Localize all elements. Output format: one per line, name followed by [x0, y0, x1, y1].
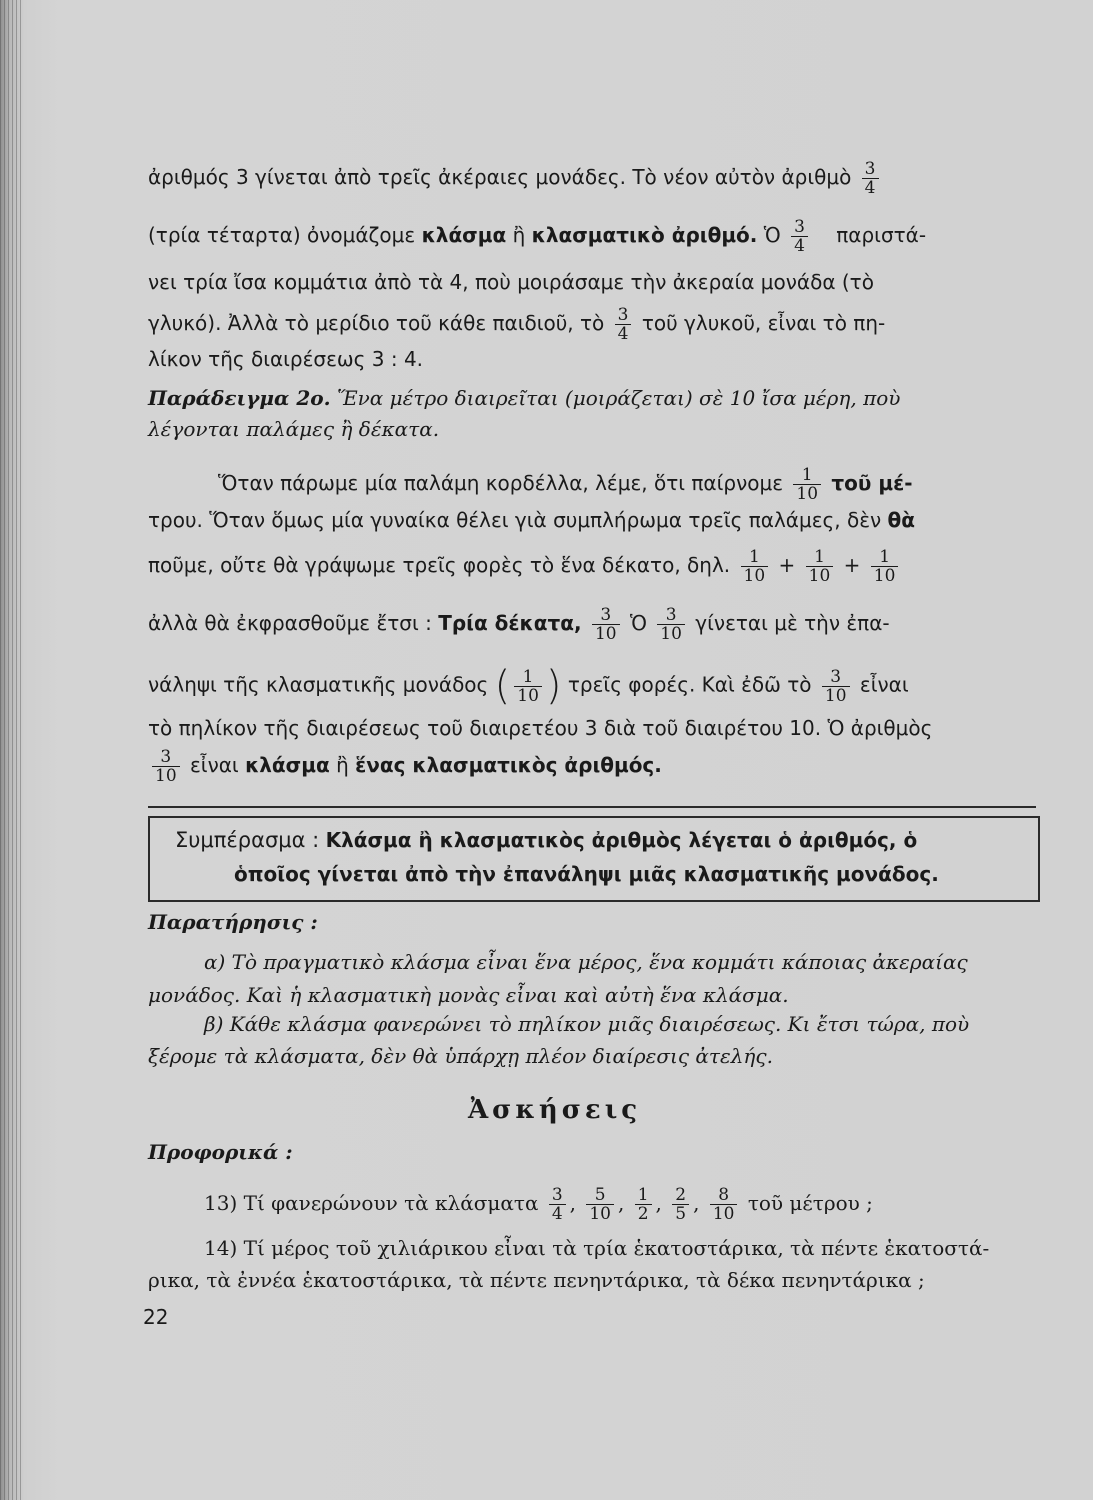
- fraction: $\frac{3}{10}$: [657, 606, 685, 643]
- text: τρου. Ὅταν ὅμως μία γυναίκα θέλει γιὰ συμπλήρωμα τρεῖς παλάμες, δὲν: [148, 508, 882, 532]
- text: γλυκό). Ἀλλὰ τὸ μερίδιο τοῦ κάθε παιδιοῦ, τὸ: [148, 311, 605, 335]
- fraction: $\frac{1}{10}$: [793, 466, 821, 503]
- fraction: $\frac{1}{10}$: [741, 548, 769, 585]
- q14-line-1: 14) Τί μέρος τοῦ χιλιάρικου εἶναι τὰ τρία ἑκατοστάρικα, τὰ πέντε ἑκατοστά-: [204, 1236, 990, 1260]
- fraction: $\frac{3}{4}$: [862, 160, 879, 197]
- text: Κλάσμα ἢ κλασματικὸς ἀριθμὸς λέγεται ὁ ἀριθμός, ὁ: [325, 828, 918, 852]
- bold-term: ἕνας κλασματικὸς ἀριθμός.: [355, 753, 662, 777]
- text: ἀλλὰ θὰ ἐκφρασθοῦμε ἔτσι :: [148, 611, 432, 635]
- fraction: $\frac{3}{10}$: [592, 606, 620, 643]
- fraction: $\frac{3}{4}$: [615, 306, 632, 343]
- text: (τρία τέταρτα) ὀνομάζομε: [148, 223, 416, 247]
- oral-label: Προφορικά :: [148, 1140, 293, 1164]
- p1-line-2: [148, 218, 926, 255]
- text: τοῦ μέτρου ;: [747, 1191, 873, 1215]
- p2-line-3: [148, 548, 902, 585]
- fraction: $\frac{1}{10}$: [514, 668, 542, 705]
- remark-b-line-1: β) Κάθε κλάσμα φανερώνει τὸ πηλίκον μιᾶς διαιρέσεως. Κι ἔτσι τώρα, ποὺ: [204, 1012, 970, 1036]
- fraction: $\frac{3}{10}$: [152, 748, 180, 785]
- text: τοῦ γλυκοῦ, εἶναι τὸ πη-: [641, 311, 886, 335]
- page-number: 22: [143, 1305, 169, 1329]
- text: ἢ: [336, 753, 349, 777]
- text: 13) Τί φανερώνουν τὰ κλάσματα: [204, 1191, 539, 1215]
- remark-b-line-2: ξέρομε τὰ κλάσματα, δὲν θὰ ὑπάρχῃ πλέον διαίρεσις ἀτελής.: [148, 1044, 773, 1068]
- p2-line-2: [148, 508, 915, 532]
- text: εἶναι: [859, 672, 909, 697]
- fraction: $\frac{3}{4}$: [791, 218, 808, 255]
- conclusion-line-2: ὁποῖος γίνεται ἀπὸ τὴν ἐπανάληψι μιᾶς κλασματικῆς μονάδος.: [234, 862, 939, 886]
- remark-a-line-1: α) Τὸ πραγματικὸ κλάσμα εἶναι ἕνα μέρος, ἕνα κομμάτι κάποιας ἀκεραίας: [204, 950, 968, 974]
- comma: ,: [693, 1191, 700, 1215]
- text: Ὅταν πάρωμε μία παλάμη κορδέλλα, λέμε, ὅτι παίρνομε: [218, 471, 784, 495]
- conclusion-line-1: [175, 828, 917, 852]
- text: ἢ: [512, 223, 526, 247]
- p2-line-7: [148, 748, 662, 785]
- text: νάληψι τῆς κλασματικῆς μονάδος: [148, 672, 489, 697]
- text: τρεῖς φορές. Καὶ ἐδῶ τὸ: [567, 672, 812, 697]
- fraction: $\frac{2}{5}$: [672, 1186, 689, 1223]
- bold-term: κλασματικὸ ἀριθμό.: [531, 223, 758, 247]
- comma: ,: [655, 1191, 662, 1215]
- p2-line-6: τὸ πηλίκον τῆς διαιρέσεως τοῦ διαιρετέου 3 διὰ τοῦ διαιρέτου 10. Ὁ ἀριθμὸς: [148, 716, 933, 740]
- box-top-rule: [148, 806, 1036, 808]
- p2-line-5: [148, 663, 909, 709]
- exercises-heading: Ἀσκήσεις: [468, 1095, 642, 1125]
- paren: ): [545, 663, 562, 709]
- example-line-1: [148, 386, 900, 410]
- p1-line-1: [148, 160, 883, 197]
- remark-a-line-2: μονάδος. Καὶ ἡ κλασματικὴ μονὰς εἶναι καὶ αὐτὴ ἕνα κλάσμα.: [148, 983, 789, 1007]
- p2-line-1: [218, 466, 913, 503]
- fraction: $\frac{3}{10}$: [822, 668, 850, 705]
- text: Ἕνα μέτρο διαιρεῖται (μοιράζεται) σὲ 10 ἴσα μέρη, ποὺ: [336, 386, 901, 410]
- p2-line-4: [148, 606, 890, 643]
- text: Ὁ: [763, 223, 781, 247]
- bold-term: κλάσμα: [421, 223, 507, 247]
- text: παριστά-: [836, 223, 927, 247]
- example-line-2: λέγονται παλάμες ἢ δέκατα.: [148, 417, 440, 441]
- plus-sign: +: [778, 553, 796, 577]
- page-edge: [0, 0, 24, 1500]
- bold-term: κλάσμα: [245, 753, 330, 777]
- text: γίνεται μὲ τὴν ἐπα-: [695, 611, 890, 635]
- paren: (: [494, 663, 511, 709]
- fraction: $\frac{8}{10}$: [710, 1186, 738, 1223]
- plus-sign: +: [843, 553, 861, 577]
- text: Ὁ: [629, 611, 647, 635]
- remark-label: Παρατήρησις :: [148, 910, 318, 934]
- comma: ,: [618, 1191, 625, 1215]
- q13-line: [204, 1186, 873, 1223]
- fraction: $\frac{5}{10}$: [586, 1186, 614, 1223]
- p1-line-4: [148, 306, 885, 343]
- bold-term: Τρία δέκατα,: [438, 611, 582, 635]
- p1-line-3: νει τρία ἴσα κομμάτια ἀπὸ τὰ 4, ποὺ μοιράσαμε τὴν ἀκεραία μονάδα (τὸ: [148, 270, 874, 294]
- comma: ,: [569, 1191, 576, 1215]
- q14-line-2: ρικα, τὰ ἐννέα ἑκατοστάρικα, τὰ πέντε πενηντάρικα, τὰ δέκα πενηντάρικα ;: [148, 1268, 925, 1292]
- fraction: $\frac{1}{10}$: [806, 548, 834, 585]
- text: θὰ: [887, 508, 916, 532]
- text: ποῦμε, οὔτε θὰ γράψωμε τρεῖς φορὲς τὸ ἕνα δέκατο, δηλ.: [148, 553, 731, 577]
- fraction: $\frac{1}{2}$: [635, 1186, 652, 1223]
- text: τοῦ μέ-: [831, 471, 913, 495]
- text: εἶναι: [190, 753, 239, 777]
- fraction: $\frac{3}{4}$: [549, 1186, 566, 1223]
- conclusion-label: Συμπέρασμα :: [175, 828, 320, 852]
- example-label: Παράδειγμα 2ο.: [148, 386, 331, 410]
- fraction: $\frac{1}{10}$: [871, 548, 899, 585]
- text: ἀριθμός 3 γίνεται ἀπὸ τρεῖς ἀκέραιες μονάδες. Τὸ νέον αὐτὸν ἀριθμὸ: [148, 165, 852, 189]
- p1-line-5: λίκον τῆς διαιρέσεως 3 : 4.: [148, 347, 424, 371]
